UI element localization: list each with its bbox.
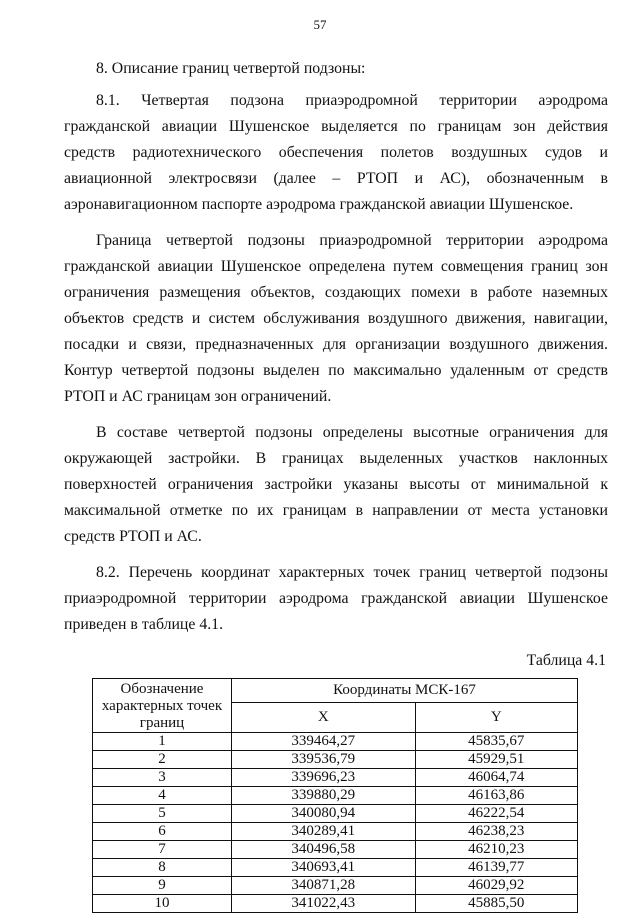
table-row [93, 751, 578, 769]
point-x: 339696,23 [232, 769, 416, 787]
point-y: 45929,51 [415, 751, 577, 769]
point-y: 46029,92 [415, 877, 577, 895]
point-y: 46163,86 [415, 787, 577, 805]
point-number: 2 [93, 751, 232, 769]
header-designation: Обозначение характерных точек границ [93, 679, 232, 733]
table-row [93, 733, 578, 751]
table-row [93, 769, 578, 787]
point-x: 340496,58 [232, 841, 416, 859]
table-caption: Таблица 4.1 [526, 652, 606, 669]
point-number: 4 [93, 787, 232, 805]
point-x: 340871,28 [232, 877, 416, 895]
point-number: 1 [93, 733, 232, 751]
point-y: 46238,23 [415, 823, 577, 841]
point-y: 46139,77 [415, 859, 577, 877]
point-y: 46064,74 [415, 769, 577, 787]
page-number: 57 [313, 17, 327, 32]
point-number: 9 [93, 877, 232, 895]
point-x: 341022,43 [232, 895, 416, 913]
header-y: Y [415, 702, 577, 732]
header-x: X [232, 702, 416, 732]
table-body [93, 733, 578, 913]
point-x: 339536,79 [232, 751, 416, 769]
point-x: 339464,27 [232, 733, 416, 751]
table-row [93, 805, 578, 823]
point-number: 8 [93, 859, 232, 877]
point-number: 3 [93, 769, 232, 787]
point-y: 45885,50 [415, 895, 577, 913]
point-x: 340080,94 [232, 805, 416, 823]
point-y: 46210,23 [415, 841, 577, 859]
table-row [93, 877, 578, 895]
header-coordinates: Координаты МСК-167 [232, 679, 578, 703]
table-row [93, 841, 578, 859]
coordinates-table [92, 678, 578, 913]
paragraph-boundary-definition: Граница четвертой подзоны приаэродромной территории аэродрома гражданской авиации Шушенское определена путем совмещения границ зон ограничения размещения объектов, создающих помехи в работе наземных объектов средств и систем обслуживания воздушного движения, навигации, посадки и связи, предназначенных для организации воздушного движения. Контур четвертой подзоны выделен по максимально удаленным от средств РТОП и АС границам зон ограничений. [64, 232, 608, 405]
paragraph-8-1: 8.1. Четвертая подзона приаэродромной территории аэродрома гражданской авиации Шушенское выделяется по границам зон действия средств радиотехнического обеспечения полетов воздушных судов и авиационной электросвязи (далее – РТОП и АС), обозначенным в аэронавигационном паспорте аэродрома гражданской авиации Шушенское. [64, 92, 608, 213]
table-row [93, 823, 578, 841]
point-number: 10 [93, 895, 232, 913]
document-body [64, 56, 608, 913]
table-header-row [93, 679, 578, 703]
point-y: 45835,67 [415, 733, 577, 751]
paragraph-8-2: 8.2. Перечень координат характерных точек границ четвертой подзоны приаэродромной территории аэродрома гражданской авиации Шушенское приведен в таблице 4.1. [64, 564, 608, 633]
point-number: 7 [93, 841, 232, 859]
point-x: 340289,41 [232, 823, 416, 841]
section-heading: 8. Описание границ четвертой подзоны: [96, 60, 366, 77]
point-y: 46222,54 [415, 805, 577, 823]
table-row [93, 859, 578, 877]
table-row [93, 787, 578, 805]
table-row [93, 895, 578, 913]
paragraph-height-restrictions: В составе четвертой подзоны определены высотные ограничения для окружающей застройки. В границах выделенных участков наклонных поверхностей ограничения застройки указаны высоты от минимальной к максимальной отметке по их границам в направлении от места установки средств РТОП и АС. [64, 424, 608, 545]
point-number: 5 [93, 805, 232, 823]
point-x: 339880,29 [232, 787, 416, 805]
point-x: 340693,41 [232, 859, 416, 877]
point-number: 6 [93, 823, 232, 841]
